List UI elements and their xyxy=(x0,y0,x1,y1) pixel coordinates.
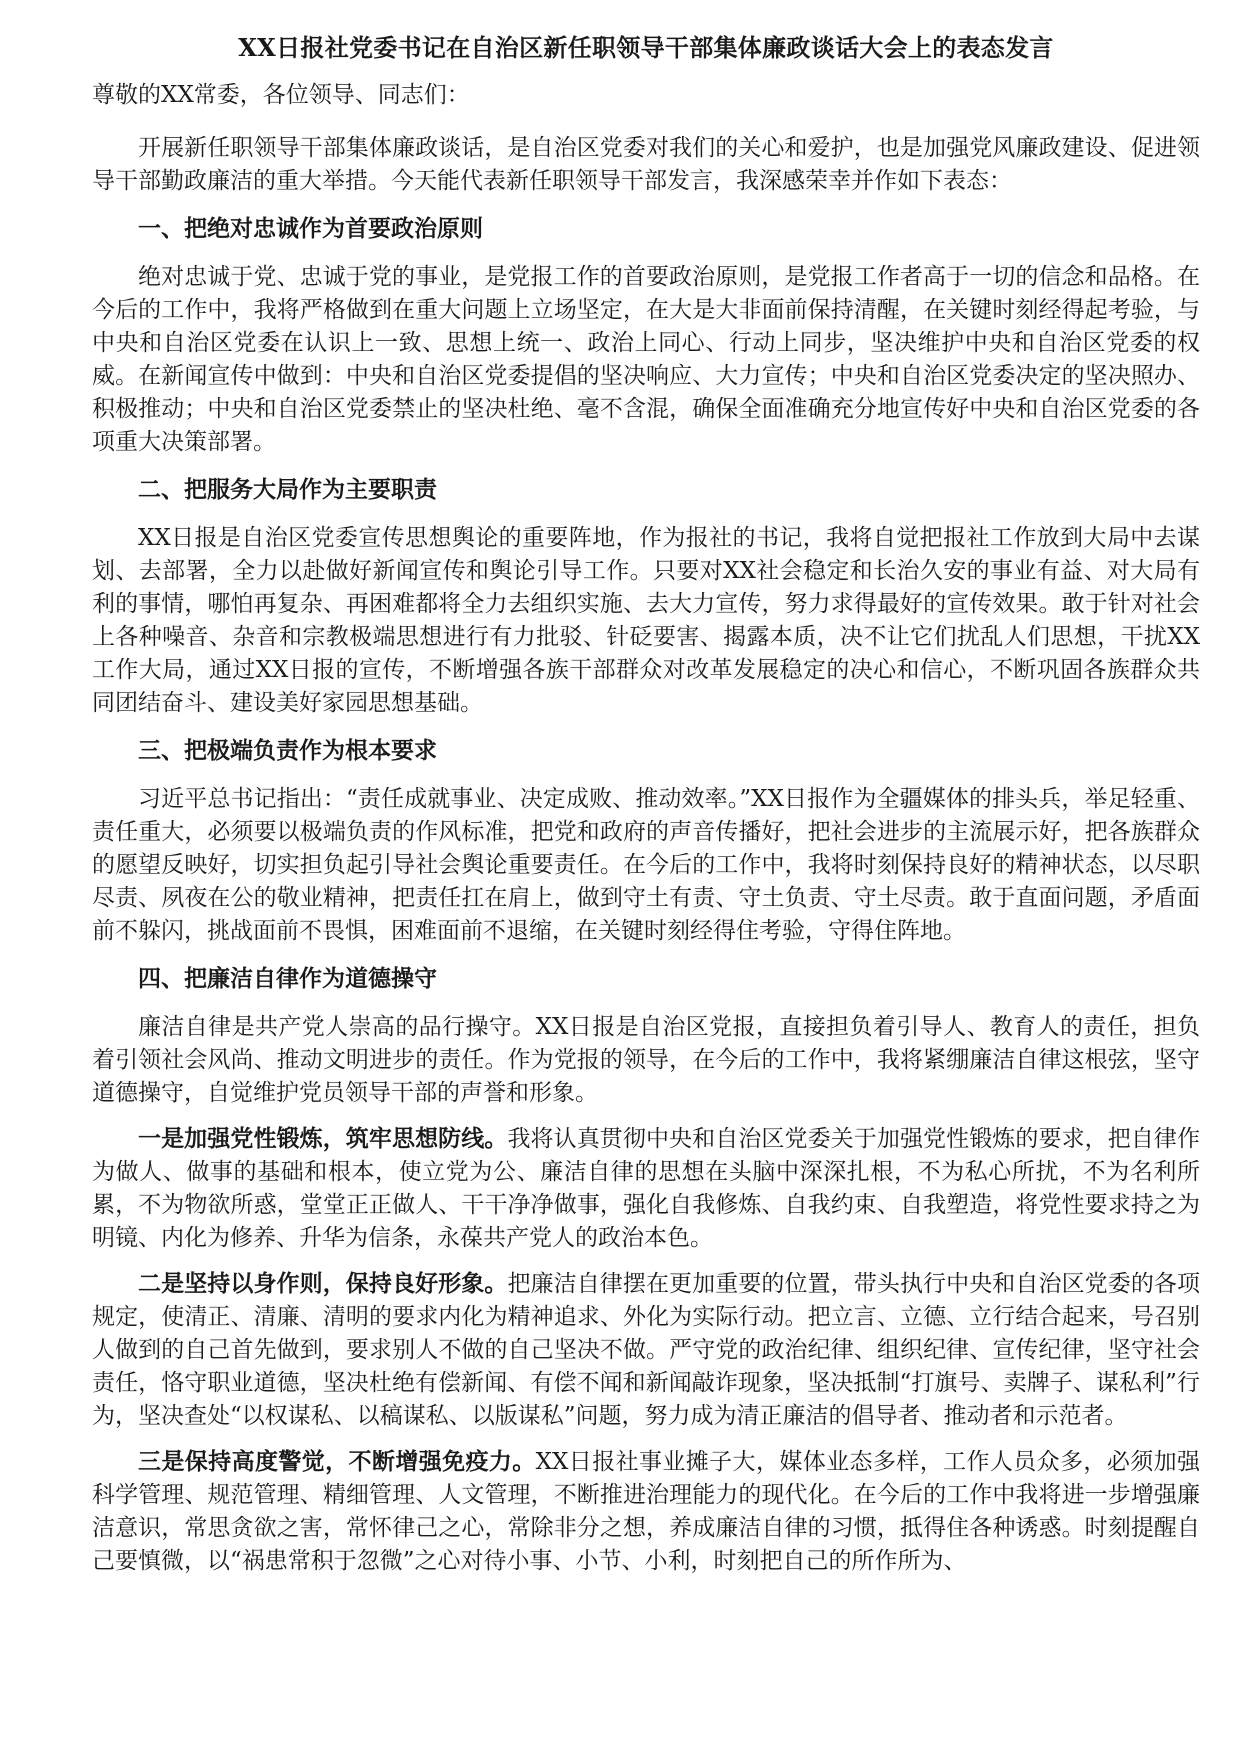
point-paragraph-1 xyxy=(92,1122,1200,1255)
point-lead-1: 一是加强党性锻炼，筑牢思想防线。 xyxy=(138,1125,508,1152)
point-paragraph-3 xyxy=(92,1445,1200,1578)
section-heading-4: 四、把廉洁自律作为道德操守 xyxy=(138,965,437,992)
salutation: 尊敬的XX常委，各位领导、同志们： xyxy=(92,82,470,108)
section-body-4: 廉洁自律是共产党人崇高的品行操守。XX日报是自治区党报，直接担负着引导人、教育人的责任，担负着引领社会风尚、推动文明进步的责任。作为党报的领导，在今后的工作中，我将紧绷廉洁自律这根弦，坚守道德操守，自觉维护党员领导干部的声誉和形象。 xyxy=(92,1014,1200,1106)
section-heading-1: 一、把绝对忠诚作为首要政治原则 xyxy=(138,215,483,242)
document-page xyxy=(92,30,1200,1590)
point-body-1: 我将认真贯彻中央和自治区党委关于加强党性锻炼的要求，把自律作为做人、做事的基础和根本，使立党为公、廉洁自律的思想在头脑中深深扎根，不为私心所扰，不为名利所累，不为物欲所惑，堂堂正正做人、干干净净做事，强化自我修炼、自我约束、自我塑造，将党性要求持之为明镜、内化为修养、升华为信条，永葆共产党人的政治本色。 xyxy=(92,1126,1201,1251)
section-body-2: XX日报是自治区党委宣传思想舆论的重要阵地，作为报社的书记，我将自觉把报社工作放到大局中去谋划、去部署，全力以赴做好新闻宣传和舆论引导工作。只要对XX社会稳定和长治久安的事业有益、对大局有利的事情，哪怕再复杂、再困难都将全力去组织实施、去大力宣传，努力求得最好的宣传效果。敢于针对社会上各种噪音、杂音和宗教极端思想进行有力批驳、针砭要害、揭露本质，决不让它们扰乱人们思想，干扰XX工作大局，通过XX日报的宣传，不断增强各族干部群众对改革发展稳定的决心和信心，不断巩固各族群众共同团结奋斗、建设美好家园思想基础。 xyxy=(92,525,1200,716)
point-paragraph-2 xyxy=(92,1267,1200,1433)
document-title: XX日报社党委书记在自治区新任职领导干部集体廉政谈话大会上的表态发言 xyxy=(238,33,1054,62)
section-heading-3: 三、把极端负责作为根本要求 xyxy=(138,737,437,764)
point-lead-2: 二是坚持以身作则，保持良好形象。 xyxy=(138,1270,508,1297)
point-body-2: 把廉洁自律摆在更加重要的位置，带头执行中央和自治区党委的各项规定，使清正、清廉、清明的要求内化为精神追求、外化为实际行动。把立言、立德、立行结合起来，号召别人做到的自己首先做到，要求别人不做的自己坚决不做。严守党的政治纪律、组织纪律、宣传纪律，坚守社会责任，恪守职业道德，坚决杜绝有偿新闻、有偿不闻和新闻敲诈现象，坚决抵制“打旗号、卖牌子、谋私利”行为，坚决查处“以权谋私、以稿谋私、以版谋私”问题，努力成为清正廉洁的倡导者、推动者和示范者。 xyxy=(92,1271,1201,1429)
section-heading-2: 二、把服务大局作为主要职责 xyxy=(138,476,437,503)
section-body-3: 习近平总书记指出：“责任成就事业、决定成败、推动效率。”XX日报作为全疆媒体的排头兵，举足轻重、责任重大，必须要以极端负责的作风标准，把党和政府的声音传播好，把社会进步的主流展示好，把各族群众的愿望反映好，切实担负起引导社会舆论重要责任。在今后的工作中，我将时刻保持良好的精神状态，以尽职尽责、夙夜在公的敬业精神，把责任扛在肩上，做到守土有责、守土负责、守土尽责。敢于直面问题，矛盾面前不躲闪，挑战面前不畏惧，困难面前不退缩，在关键时刻经得住考验，守得住阵地。 xyxy=(92,786,1200,944)
section-body-1: 绝对忠诚于党、忠诚于党的事业，是党报工作的首要政治原则，是党报工作者高于一切的信念和品格。在今后的工作中，我将严格做到在重大问题上立场坚定，在大是大非面前保持清醒，在关键时刻经得起考验，与中央和自治区党委在认识上一致、思想上统一、政治上同心、行动上同步，坚决维护中央和自治区党委的权威。在新闻宣传中做到：中央和自治区党委提倡的坚决响应、大力宣传；中央和自治区党委决定的坚决照办、积极推动；中央和自治区党委禁止的坚决杜绝、毫不含混，确保全面准确充分地宣传好中央和自治区党委的各项重大决策部署。 xyxy=(92,264,1200,455)
intro-paragraph: 开展新任职领导干部集体廉政谈话，是自治区党委对我们的关心和爱护，也是加强党风廉政建设、促进领导干部勤政廉洁的重大举措。今天能代表新任职领导干部发言，我深感荣幸并作如下表态： xyxy=(92,135,1200,194)
point-body-3: XX日报社事业摊子大，媒体业态多样，工作人员众多，必须加强科学管理、规范管理、精细管理、人文管理，不断推进治理能力的现代化。在今后的工作中我将进一步增强廉洁意识，常思贪欲之害，常怀律己之心，常除非分之想，养成廉洁自律的习惯，抵得住各种诱惑。时刻提醒自己要慎微，以“祸患常积于忽微”之心对待小事、小节、小利，时刻把自己的所作所为、 xyxy=(92,1449,1201,1574)
point-lead-3: 三是保持高度警觉，不断增强免疫力。 xyxy=(138,1448,536,1475)
